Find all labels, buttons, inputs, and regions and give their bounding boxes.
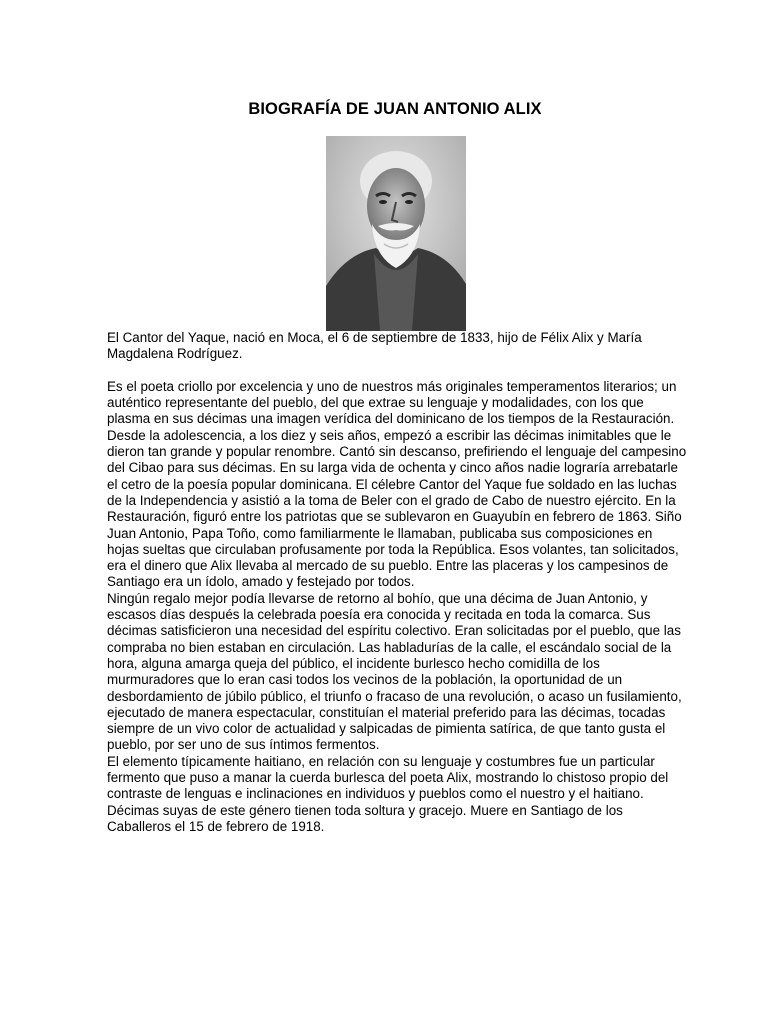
paragraph-adolescence: Desde la adolescencia, a los diez y seis años, empezó a escribir las décimas inimitables que le dieron tan grande y popular renombre. Cantó sin descanso, prefiriendo el lenguaje del campesino del Cibao para sus décimas. En su larga vida de ochenta y cinco años nadie lograría arrebatarle el cetro de la poesía popular dominicana. El célebre Cantor del Yaque fue soldado en las luchas de la Independencia y asistió a la toma de Beler con el grado de Cabo de nuestro ejército. En la Restauración, figuró entre los patriotas que se sublevaron en Guayubín en febrero de 1863. Siño Juan Antonio, Papa Toño, como familiarmente le llamaban, publicaba sus composiciones en hojas sueltas que circulaban profusamente por toda la República. Esos volantes, tan solicitados, era el dinero que Alix llevaba al mercado de su pueblo. Entre las placeras y los campesinos de Santiago era un ídolo, amado y festejado por todos. — [107, 427, 687, 590]
biography-text — [107, 330, 687, 835]
document-title: BIOGRAFÍA DE JUAN ANTONIO ALIX — [248, 100, 542, 118]
portrait-photo — [326, 136, 466, 331]
portrait-illustration — [326, 136, 466, 331]
paragraph-birth: El Cantor del Yaque, nació en Moca, el 6 de septiembre de 1833, hijo de Félix Alix y María Magdalena Rodríguez. — [107, 330, 642, 362]
paragraph-poet: Es el poeta criollo por excelencia y uno de nuestros más originales temperamentos literarios; un auténtico representante del pueblo, del que extrae su lenguaje y modalidades, con los que plasma en sus décimas una imagen verídica del dominicano de los tiempos de la Restauración. — [107, 378, 677, 427]
paragraph-haitian-element: El elemento típicamente haitiano, en relación con su lenguaje y costumbres fue un particular fermento que puso a manar la cuerda burlesca del poeta Alix, mostrando lo chistoso propio del contraste de lenguas e inclinaciones en individuos y pueblos como el nuestro y el haitiano. Décimas suyas de este género tienen toda soltura y gracejo. Muere en Santiago de los Caballeros el 15 de febrero de 1918. — [107, 753, 669, 834]
paragraph-decimas: Ningún regalo mejor podía llevarse de retorno al bohío, que una décima de Juan Antonio, y escasos días después la celebrada poesía era conocida y recitada en toda la comarca. Sus décimas satisficieron una necesidad del espíritu colectivo. Eran solicitadas por el pueblo, que las compraba no bien estaban en circulación. Las habladurías de la calle, el escándalo social de la hora, alguna amarga queja del público, el incidente burlesco hecho comidilla de los murmuradores que lo eran casi todos los vecinos de la población, la oportunidad de un desbordamiento de júbilo público, el triunfo o fracaso de una revolución, o acaso un fusilamiento, ejecutado de manera espectacular, constituían el material preferido para las décimas, tocadas siempre de un vivo color de actualidad y salpicadas de pimienta satírica, de que tanto gusta el pueblo, por ser uno de sus íntimos fermentos. — [107, 590, 682, 753]
